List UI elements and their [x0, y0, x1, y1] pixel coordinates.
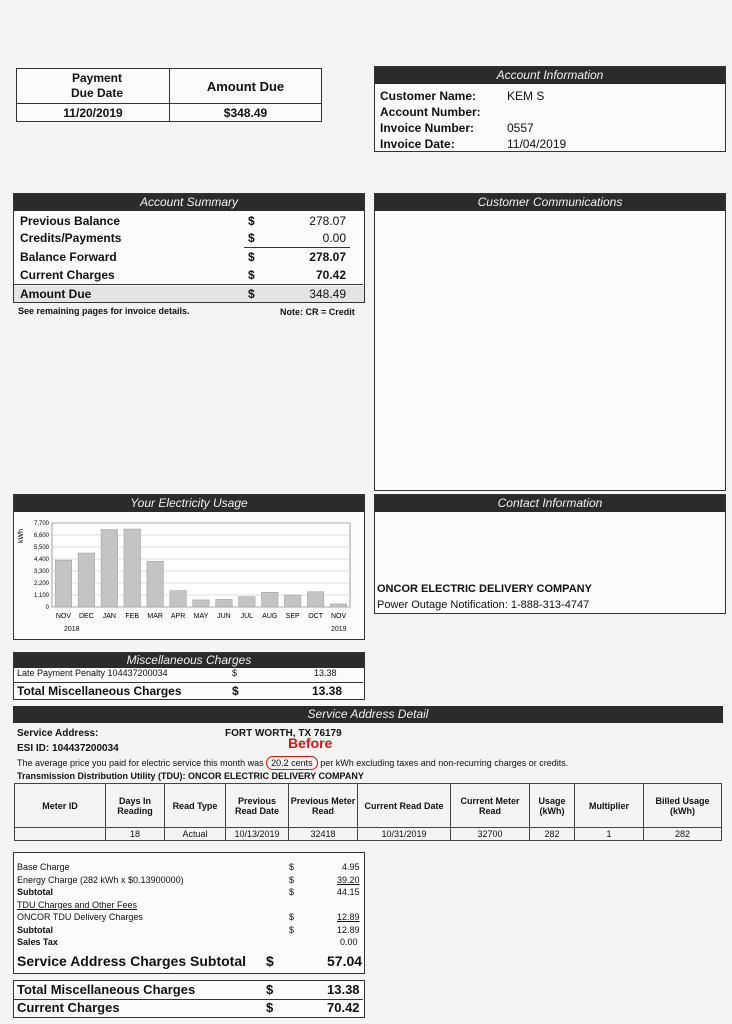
charge-label: Subtotal [17, 925, 53, 935]
avg-price-value: 20.2 cents [266, 756, 318, 770]
chart-ytick-label: 7,700 [33, 521, 49, 527]
chart-ytick-label: 2,200 [33, 581, 49, 587]
misc-item-currency: $ [232, 668, 238, 678]
chart-xtick-label: MAY [193, 613, 209, 620]
chart-bar [216, 599, 233, 607]
summary-row: Credits/Payments $ 0.00 [20, 231, 346, 245]
charge-label: Subtotal [17, 887, 53, 897]
amount-due-value: $348.49 [223, 106, 268, 120]
misc-charges-box [13, 652, 365, 700]
chart-xtick-label: SEP [285, 613, 300, 620]
chart-bar [78, 553, 95, 607]
chart-xtick-label: JUN [217, 613, 231, 620]
tdu-line: Transmission Distribution Utility (TDU): ONCOR ELECTRIC DELIVERY COMPANY [17, 771, 364, 781]
chart-bar [284, 595, 301, 607]
customer-communications-title: Customer Communications [375, 194, 725, 211]
account-summary-box [13, 193, 365, 303]
chart-xtick-label: OCT [308, 613, 324, 620]
chart-xtick-label: JAN [102, 613, 116, 620]
misc-total-currency: $ [232, 684, 239, 698]
service-city: FORT WORTH, TX 76179 [225, 728, 342, 739]
misc-total-label: Total Miscellaneous Charges [17, 684, 182, 698]
account-info-title: Account Information [375, 67, 725, 84]
misc-item-value: 13.38 [314, 668, 337, 678]
chart-bar [239, 597, 256, 607]
chart-ylabel: kWh [18, 529, 25, 543]
payment-due-date: 11/20/2019 [63, 106, 123, 120]
invoice-number-label: Invoice Number: [380, 121, 475, 135]
totals-misc-label: Total Miscellaneous Charges [17, 982, 196, 997]
chart-xtick-label: MAR [147, 613, 163, 620]
service-address-label: Service Address: [17, 728, 99, 739]
chart-ytick-label: 3,300 [33, 569, 49, 575]
chart-plot-area [52, 523, 350, 607]
totals-box: Total Miscellaneous Charges $ 13.38 Current Charges $ 70.42 [13, 980, 365, 1018]
contact-info-title: Contact Information [375, 495, 725, 512]
account-summary-title: Account Summary [14, 194, 364, 211]
chart-bar [101, 530, 118, 607]
account-number-label: Account Number: [380, 105, 481, 119]
totals-misc-value: 13.38 [327, 982, 360, 997]
chart-ytick-label: 0 [45, 605, 49, 611]
contact-outage: Power Outage Notification: 1-888-313-4747 [377, 599, 590, 611]
chart-bar [262, 592, 279, 607]
charge-label: Base Charge [17, 862, 70, 872]
chart-xtick-label: FEB [125, 613, 140, 620]
service-subtotal-label: Service Address Charges Subtotal [17, 953, 247, 969]
misc-charges-title: Miscellaneous Charges [14, 653, 364, 668]
invoice-number: 0557 [507, 121, 534, 135]
totals-current-value: 70.42 [327, 1000, 360, 1015]
payment-due-box [16, 68, 322, 122]
table-row: 18 Actual 10/13/2019 32418 10/31/2019 32700 282 1 282 [15, 828, 722, 841]
misc-total-value: 13.38 [312, 684, 343, 698]
service-detail-title: Service Address Detail [13, 706, 723, 723]
chart-year-start: 2018 [64, 626, 80, 633]
misc-item-label: Late Payment Penalty 104437200034 [17, 668, 168, 678]
chart-bar [170, 591, 187, 607]
charge-label: Energy Charge (282 kWh x $0.13900000) [17, 875, 184, 885]
chart-bar [55, 560, 72, 607]
avg-price-line: The average price you paid for electric service this month was 20.2 cents per kWh excluding taxes and non-recurring charges or credits. [17, 758, 569, 768]
customer-name: KEM S [507, 89, 545, 103]
contact-info-box [374, 494, 726, 614]
charges-box: Base Charge $ 4.95 Energy Charge (282 kWh x $0.13900000) $ 39.20 Subtotal $ 44.15 TDU Charges and Other Fees ONCOR TDU Delivery Charges $ 12.89 Subtotal $ 12.89 Sales Tax 0.00 Service Address Charges Subtotal $ 57.04 [13, 852, 365, 974]
chart-ytick-label: 4,400 [33, 557, 49, 563]
meter-table [14, 783, 722, 841]
esi-id: ESI ID: 104437200034 [17, 743, 119, 754]
chart-ytick-label: 5,500 [33, 545, 49, 551]
chart-bar [330, 604, 347, 607]
usage-title: Your Electricity Usage [14, 495, 364, 512]
chart-bar [147, 561, 164, 607]
chart-bar [124, 529, 141, 607]
chart-xtick-label: APR [170, 613, 186, 620]
account-info-box [374, 66, 726, 152]
chart-ytick-label: 6,600 [33, 533, 49, 539]
amount-due-label: Amount Due [206, 79, 285, 94]
payment-due-date-label: Payment Due Date [70, 71, 123, 100]
chart-xtick-label: NOV [55, 613, 72, 620]
customer-name-label: Customer Name: [380, 89, 477, 103]
service-subtotal-value: 57.04 [327, 953, 363, 969]
summary-note-right: Note: CR = Credit [280, 307, 355, 317]
summary-row: Current Charges $ 70.42 [20, 268, 346, 282]
chart-bar [307, 592, 324, 607]
contact-company: ONCOR ELECTRIC DELIVERY COMPANY [377, 583, 592, 595]
usage-chart [14, 513, 363, 639]
customer-communications-box [374, 193, 726, 491]
summary-note-left: See remaining pages for invoice details. [18, 306, 190, 316]
charge-label: TDU Charges and Other Fees [17, 900, 138, 910]
chart-bar [193, 600, 210, 607]
invoice-date: 11/04/2019 [507, 137, 567, 151]
chart-xtick-label: JUL [240, 613, 254, 620]
invoice-date-label: Invoice Date: [380, 137, 455, 151]
meter-table-header: Meter ID Days In Reading Read Type Previous Read Date Previous Meter Read Current Read Date Current Meter Read Usage (kWh) Multiplier Billed Usage (kWh) [15, 784, 722, 828]
summary-row: Balance Forward $ 278.07 [20, 250, 346, 264]
chart-xtick-label: NOV [330, 613, 347, 620]
chart-ytick-label: 1,100 [33, 593, 49, 599]
summary-row: Previous Balance $ 278.07 [20, 214, 346, 228]
chart-xtick-label: AUG [262, 613, 278, 620]
before-annotation: Before [288, 735, 333, 751]
usage-box [13, 494, 365, 640]
totals-current-label: Current Charges [17, 1000, 120, 1015]
charge-label: Sales Tax [17, 937, 58, 947]
chart-year-end: 2019 [331, 626, 347, 633]
chart-xtick-label: DEC [78, 613, 94, 620]
amount-due-row: Amount Due $ 348.49 [14, 286, 364, 302]
charge-label: ONCOR TDU Delivery Charges [17, 912, 143, 922]
